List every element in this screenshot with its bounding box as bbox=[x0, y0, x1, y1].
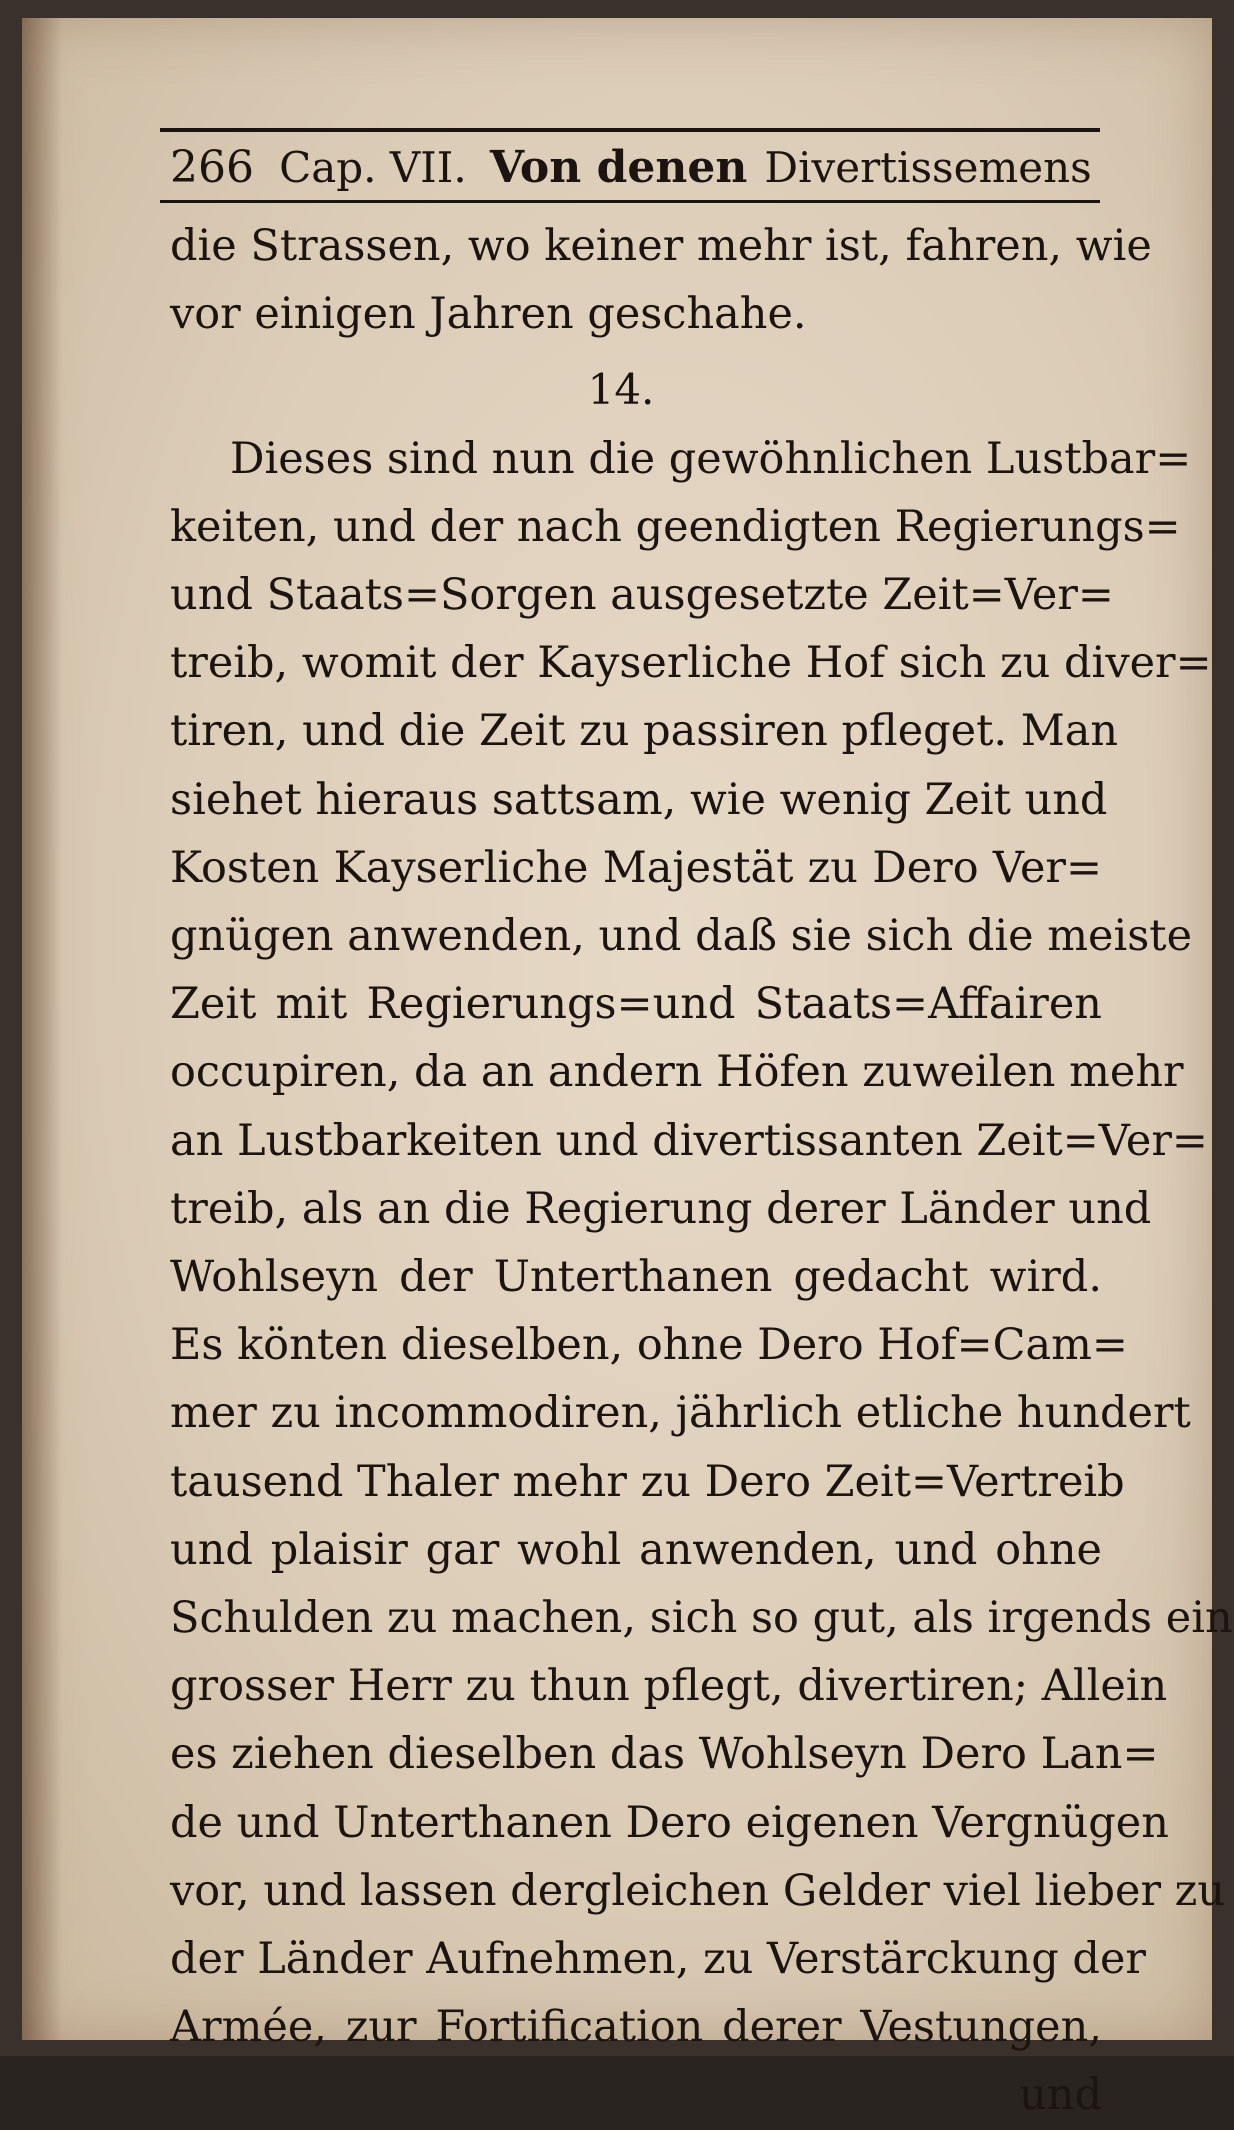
header-rule-bottom bbox=[160, 200, 1100, 203]
text-line: an Lustbarkeiten und divertissanten Zeit=Ver= bbox=[170, 1115, 1208, 1166]
text-line: de und Unterthanen Dero eigenen Vergnügen bbox=[170, 1797, 1169, 1848]
text-line: Zeit mit Regierungs=und Staats=Affairen bbox=[170, 979, 1102, 1030]
header-rule-top bbox=[160, 128, 1100, 132]
text-line: Kosten Kayserliche Majestät zu Dero Ver= bbox=[170, 842, 1102, 893]
text-line: und Staats=Sorgen ausgesetzte Zeit=Ver= bbox=[170, 570, 1114, 621]
catchword: und bbox=[1019, 2070, 1102, 2121]
text-line: siehet hieraus sattsam, wie wenig Zeit und bbox=[170, 774, 1108, 825]
text-line: treib, als an die Regierung derer Länder und bbox=[170, 1183, 1152, 1234]
text-line: keiten, und der nach geendigten Regierungs= bbox=[170, 501, 1181, 552]
text-line: Dieses sind nun die gewöhnlichen Lustbar= bbox=[230, 433, 1192, 484]
section-number: 14. bbox=[587, 365, 655, 415]
text-line: Wohlseyn der Unterthanen gedacht wird. bbox=[170, 1252, 1102, 1303]
text-line: gnügen anwenden, und daß sie sich die meiste bbox=[170, 911, 1193, 962]
page-gutter-shadow bbox=[22, 18, 62, 2040]
text-line: tiren, und die Zeit zu passiren pfleget. Man bbox=[170, 706, 1119, 757]
text-line: occupiren, da an andern Höfen zuweilen mehr bbox=[170, 1047, 1184, 1098]
text-line: der Länder Aufnehmen, zu Verstärckung der bbox=[170, 1934, 1146, 1985]
text-line: vor einigen Jahren geschahe. bbox=[170, 289, 807, 340]
text-line: treib, womit der Kayserliche Hof sich zu diver= bbox=[170, 638, 1212, 689]
text-line: Es könten dieselben, ohne Dero Hof=Cam= bbox=[170, 1320, 1128, 1371]
text-line: tausend Thaler mehr zu Dero Zeit=Vertreib bbox=[170, 1456, 1125, 1507]
text-line: grosser Herr zu thun pflegt, divertiren; Allein bbox=[170, 1661, 1168, 1712]
running-title: Von denen bbox=[489, 142, 748, 193]
text-line: und plaisir gar wohl anwenden, und ohne bbox=[170, 1524, 1102, 1575]
text-line: mer zu incommodiren, jährlich etliche hundert bbox=[170, 1388, 1191, 1439]
page-number: 266 bbox=[170, 142, 254, 193]
text-line: Armée, zur Fortification derer Vestungen, bbox=[170, 2002, 1102, 2053]
text-line: die Strassen, wo keiner mehr ist, fahren, wie bbox=[170, 221, 1152, 271]
running-title-continued: Divertissemens bbox=[764, 143, 1092, 192]
text-line: Schulden zu machen, sich so gut, als irgends ein bbox=[170, 1593, 1233, 1644]
running-header bbox=[170, 142, 1092, 193]
body-text bbox=[170, 212, 1233, 2130]
text-line: vor, und lassen dergleichen Gelder viel lieber zu bbox=[170, 1865, 1226, 1916]
text-line: es ziehen dieselben das Wohlseyn Dero Lan= bbox=[170, 1729, 1159, 1780]
chapter-label: Cap. VII. bbox=[279, 143, 467, 192]
